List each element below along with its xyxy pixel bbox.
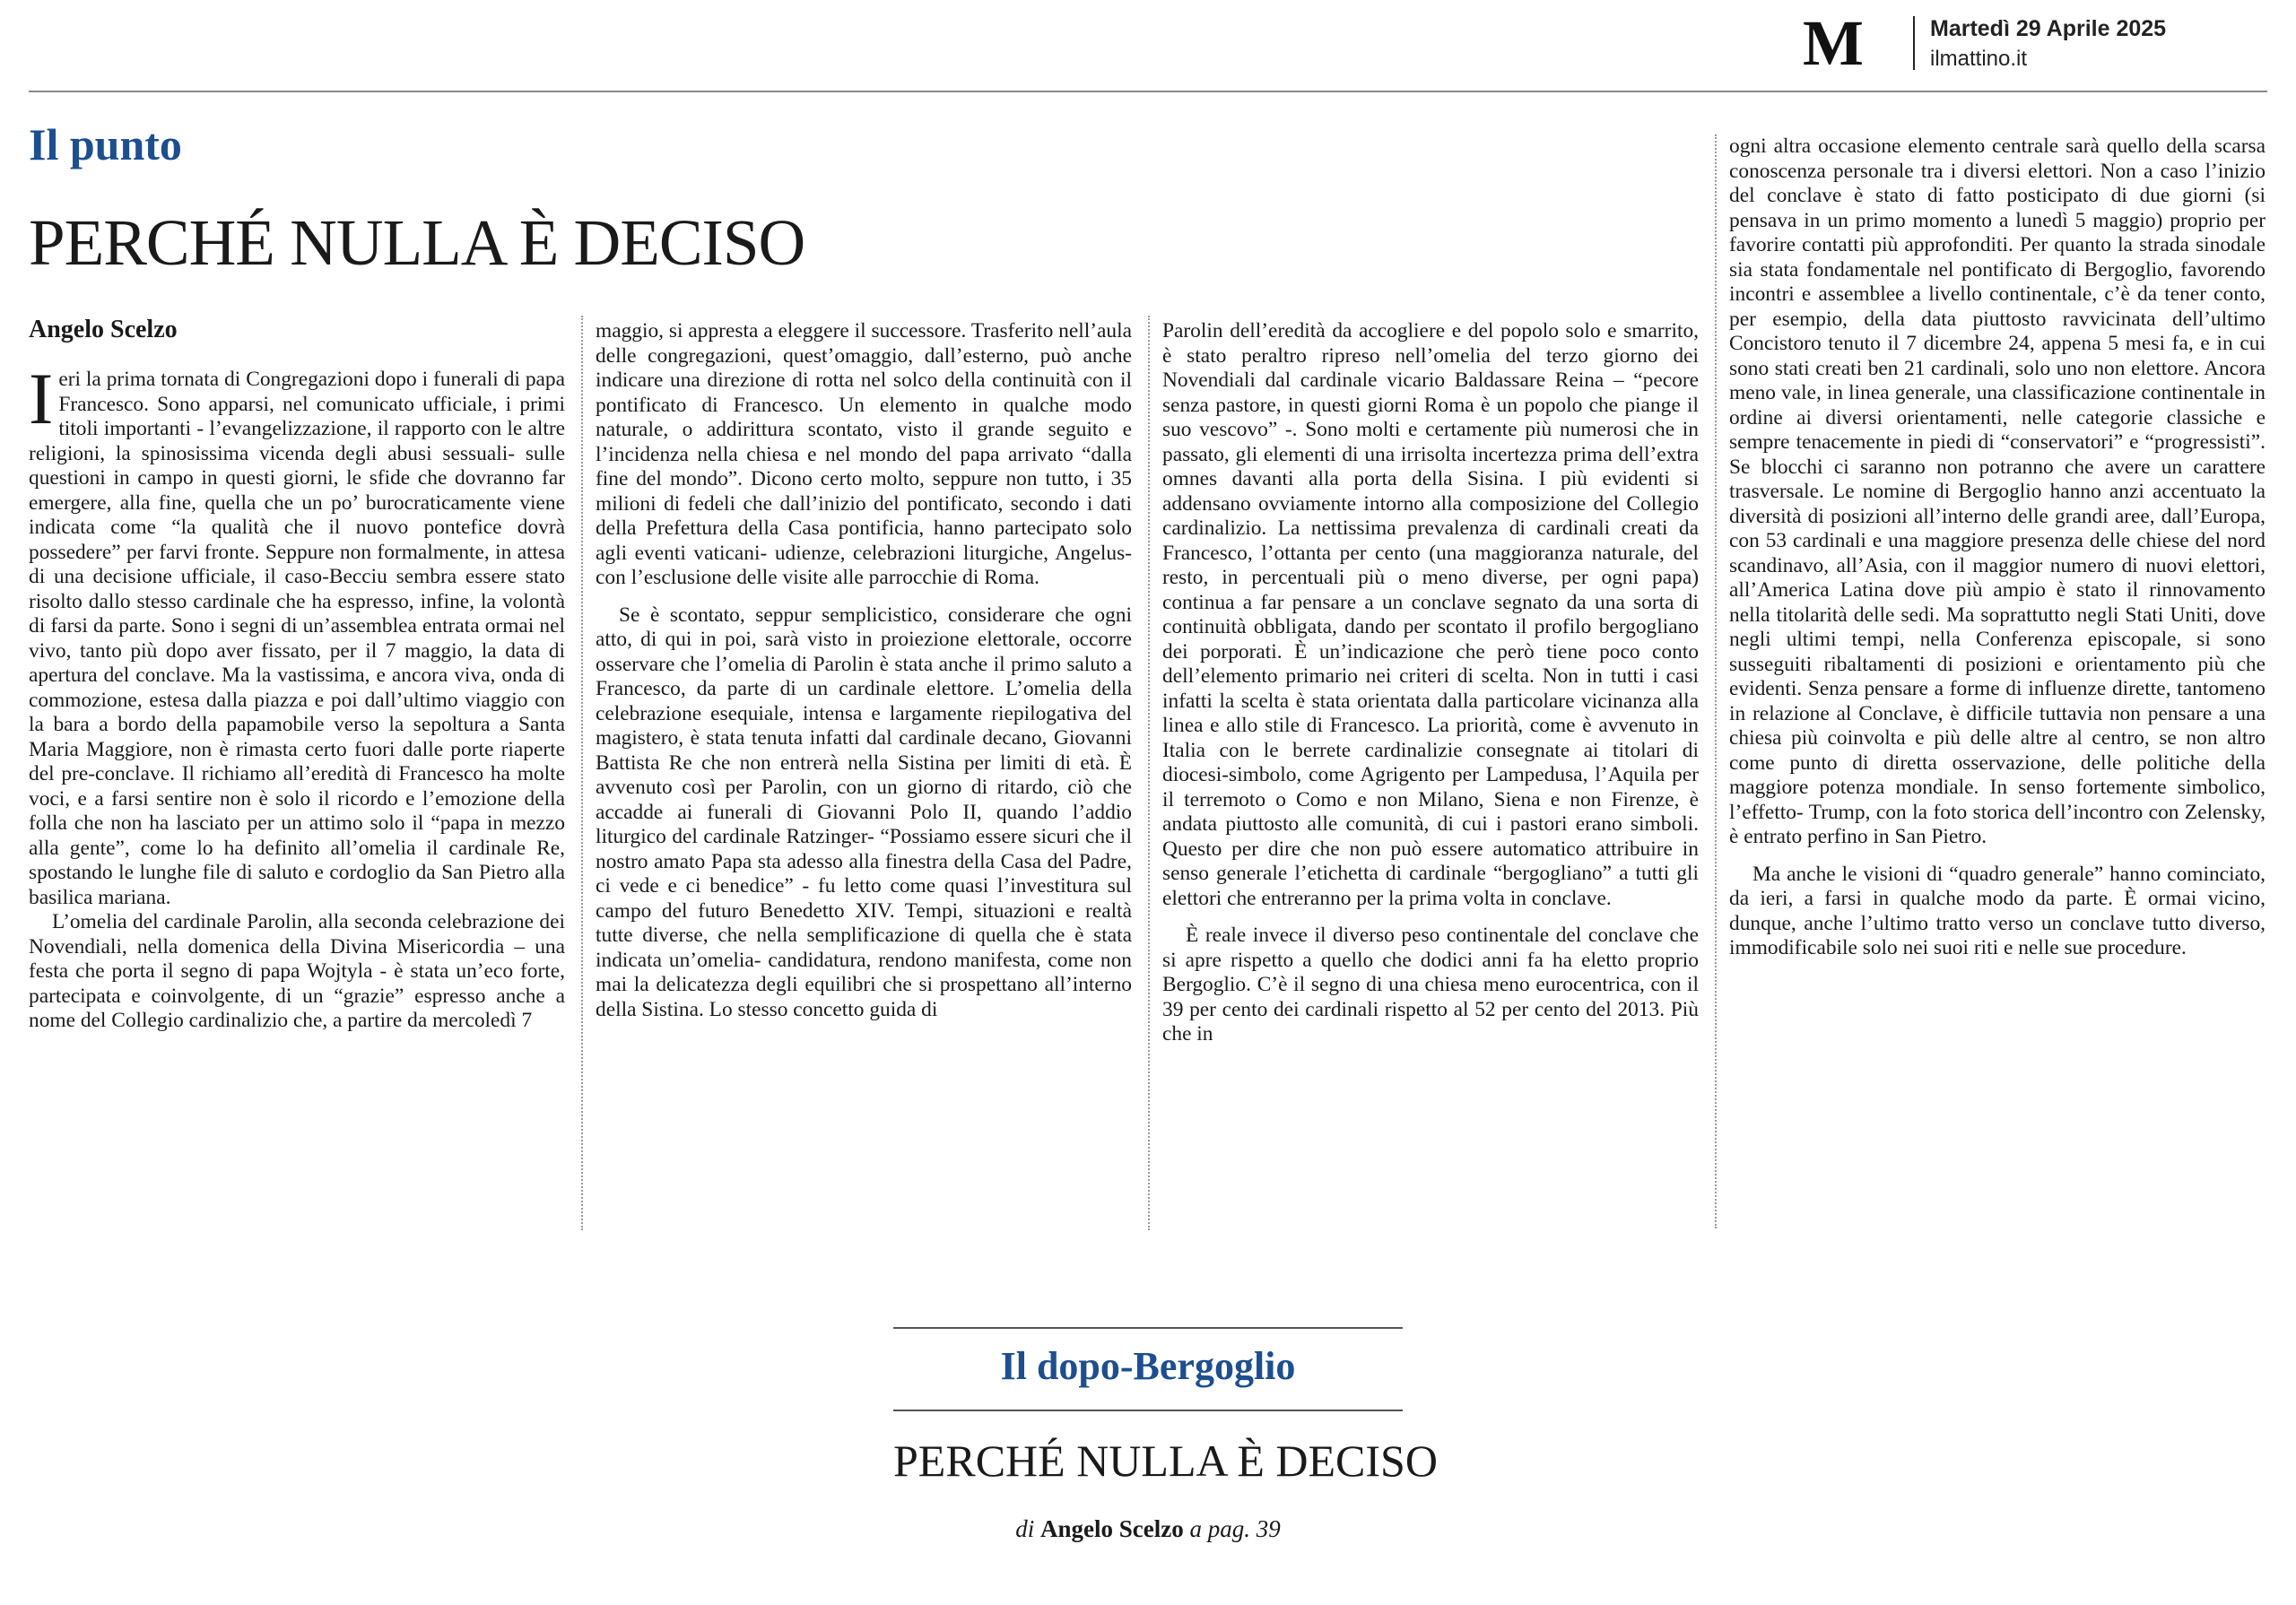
teaser-kicker: Il dopo-Bergoglio (1000, 1344, 1296, 1388)
column-divider (1715, 134, 1717, 1228)
paragraph: Parolin dell’eredità da accogliere e del popolo solo e smarrito, è stato peraltro ripreso nell’omelia del terzo giorno dei Novendiali dal cardinale vicario Baldassare Reina – “pecore senza pastore, in questi giorni Roma è un popolo che piange il suo vescovo” -. Sono molti e certamente più numerosi che in passato, gli elementi di una irrisolta incertezza prima dell’extra omnes davanti alla porta della Sisina. I più evidenti si addensano ovviamente intorno alla composizione del Collegio cardinalizio. La nettissima prevalenza di cardinali creati da Francesco, l’ottanta per cento (una maggioranza naturale, del resto, in percentuali più o meno diverse, per ogni papa) continua a far pensare a un conclave segnato da una sorta di continuità obbligata, dando per scontato il profilo bergogliano dei porporati. È un’indicazione che però tiene poco conto dell’elemento primario nei criteri di scelta. Non in tutti i casi infatti la scelta è stata orientata dalla particolare vicinanza alla linea e allo stile di Francesco. La priorità, come è avvenuto in Italia con le berrete cardinalizie consegnate ai titolari di diocesi-simbolo, come Agrigento per Lampedusa, l’Aquila per il terremoto o Como e non Milano, Siena e non Firenze, è andata piuttosto alle comunità, di cui i pastori erano simboli. Questo per dire che non può essere automatico attribuire in senso generale l’etichetta di cardinale “bergogliano” a tutti gli elettori che entreranno per la prima volta in conclave. (1162, 319, 1699, 910)
article-column-4 (1729, 134, 2266, 1237)
newspaper-logo: M (1803, 7, 1862, 79)
teaser-title: PERCHÉ NULLA È DECISO (893, 1436, 1438, 1486)
website-url: ilmattino.it (1930, 47, 2028, 71)
top-rule (29, 91, 2267, 92)
paragraph: maggio, si appresta a eleggere il successore. Trasferito nell’aula delle congregazioni, quest’omaggio, dall’esterno, può anche indicare una direzione di rotta nel solco della continuità con il pontificato di Francesco. Un elemento in qualche modo naturale, o addirittura scontato, visto il grande seguito e l’incidenza nella chiesa e nel mondo del papa arrivato “dalla fine del mondo”. Dicono certo molto, seppure non tutto, i 35 milioni di fedeli che dall’inizio del pontificato, secondo i dati della Prefettura della Casa pontificia, hanno partecipato solo agli eventi vaticani- udienze, celebrazioni liturgiche, Angelus- con l’esclusione delle visite alle parrocchie di Roma. (596, 319, 1132, 589)
paragraph (29, 358, 565, 910)
paragraph: L’omelia del cardinale Parolin, alla seconda celebrazione dei Novendiali, nella domenica della Divina Misericordia – una festa che porta il segno di papa Wojtyla - è stata un’eco forte, partecipata e coinvolgente, di un “grazie” espresso anche a nome del Collegio cardinalizio che, a partire da mercoledì 7 (29, 910, 565, 1032)
article-column-2 (596, 319, 1132, 1237)
paragraph: Ma anche le visioni di “quadro generale” hanno cominciato, da ieri, a farsi in qualche modo da parte. È ormai vicino, dunque, anche l’ultimo tratto verso un conclave tutto diverso, immodificabile solo nei suoi riti e nelle sue procedure. (1729, 862, 2266, 959)
paragraph: ogni altra occasione elemento centrale sarà quello della scarsa conoscenza personale tra i diversi elettori. Non a caso l’inizio del conclave è stato di fatto posticipato di due giorni (si pensava in un primo momento a lunedì 5 maggio) proprio per favorire contatti più approfonditi. Per quanto la strada sinodale sia stata fondamentale nel pontificato di Bergoglio, favorendo incontri e assemblee a livello continentale, c’è da tener conto, per esempio, della data piuttosto ravvicinata dell’ultimo Concistoro tenuto il 7 dicembre 24, appena 5 mesi fa, e in cui sono stati creati ben 21 cardinali, solo uno non elettore. Ancora meno vale, in linea generale, una classificazione continentale in ordine ai diversi orientamenti, nelle categorie classiche e sempre tenacemente in piedi di “conservatori” e “progressisti”. Se blocchi ci saranno non potranno che avere un carattere trasversale. Le nomine di Bergoglio hanno anzi accentuato la diversità di posizioni all’interno delle grandi aree, dall’Europa, con 53 cardinali e una maggiore presenza delle chiese del nord scandinavo, all’Asia, con il maggior numero di nuovi elettori, all’America Latina dove più ampio è stato il rinnovamento nella titolarità delle sedi. Ma soprattutto negli Stati Uniti, dove negli ultimi tempi, nella Conferenza episcopale, si sono susseguiti ribaltamenti di posizioni e orientamento più che evidenti. Senza pensare a forme di influenze dirette, tantomeno in relazione al Conclave, è difficile tuttavia non pensare a una chiesa più coinvolta e più delle altre al centro, se non altro come punto di diretta osservazione, delle politiche della maggiore potenza mondiale. In senso fortemente simbolico, l’effetto- Trump, con la foto storica dell’incontro con Zelensky, è entrato perfino in San Pietro. (1729, 134, 2266, 848)
column-divider (1148, 316, 1150, 1230)
teaser-ref-page: a pag. 39 (1189, 1515, 1281, 1542)
paragraph-text: eri la prima tornata di Congregazioni dopo i funerali di papa Francesco. Sono apparsi, nel comunicato ufficiale, i primi titoli importanti - l’evangelizzazione, il rapporto con le altre religioni, la spinosissima vicenda degli abusi sessuali- sulle questioni in campo in questi giorni, le sfide che dovranno far emergere, alla fine, quella che un po’ burocraticamente viene indicata come “la qualità che il nuovo pontefice dovrà possedere” per farvi fronte. Seppure non formalmente, in attesa di una decisione ufficiale, il caso-Becciu sembra essere stato risolto dallo stesso cardinale che ha espresso, infine, la volontà di farsi da parte. Sono i segni di un’assemblea entrata ormai nel vivo, tanto più dopo aver fissato, per il 7 maggio, la data di apertura del conclave. Ma la vastissima, e ancora viva, onda di commozione, estesa dalla piazza e poi dall’ultimo viaggio con la bara a bordo della papamobile verso la sepoltura a Santa Maria Maggiore, non è rimasta certo fuori dalle porte riaperte del pre-conclave. Il richiamo all’eredità di Francesco ha molte voci, e a farsi sentire non è solo il ricordo e l’emozione della folla che non ha lasciato per un attimo solo il “papa in mezzo alla gente”, come lo ha definito all’omelia il cardinale Re, spostando le lunghe file di saluto e cordoglio da San Pietro alla basilica mariana. (29, 368, 565, 909)
paragraph: È reale invece il diverso peso continentale del conclave che si apre rispetto a quello che dodici anni fa ha eletto proprio Bergoglio. C’è il segno di una chiesa meno eurocentrica, con il 39 per cento dei cardinali rispetto al 52 per cento del 2013. Più che in (1162, 924, 1699, 1045)
teaser-ref-author: Angelo Scelzo (1040, 1515, 1184, 1542)
article-headline: PERCHÉ NULLA È DECISO (29, 206, 805, 279)
front-page-teaser (893, 1327, 1438, 1560)
teaser-rule-top (893, 1327, 1403, 1329)
masthead (1803, 7, 2269, 79)
teaser-rule-middle (893, 1410, 1403, 1411)
masthead-divider (1913, 16, 1915, 70)
article-column-1 (29, 358, 565, 1237)
dropcap: I (29, 358, 54, 439)
article-byline: Angelo Scelzo (29, 316, 178, 343)
teaser-ref-prefix: di (1015, 1515, 1035, 1542)
teaser-page-reference (893, 1515, 1403, 1543)
issue-date: Martedì 29 Aprile 2025 (1930, 16, 2167, 41)
article-kicker: Il punto (29, 119, 182, 169)
paragraph: Se è scontato, seppur semplicistico, considerare che ogni atto, di qui in poi, sarà visto in proiezione elettorale, occorre osservare che l’omelia di Parolin è stata anche il primo saluto a Francesco, da parte di un cardinale elettore. L’omelia della celebrazione esequiale, intensa e largamente riepilogativa del magistero, è stata tenuta infatti dal cardinale decano, Giovanni Battista Re che non entrerà nella Sistina per limiti di età. È avvenuto così per Parolin, con un giorno di ritardo, ciò che accadde ai funerali di Giovanni Polo II, quando l’addio liturgico del cardinale Ratzinger- “Possiamo essere sicuri che il nostro amato Papa sta adesso alla finestra della Casa del Padre, ci vede e ci benedice” - fu letto come quasi l’investitura sul campo del futuro Benedetto XIV. Tempi, situazioni e realtà tutte diverse, che nella semplificazione di quella che è stata indicata un’omelia- candidatura, rendono manifesta, come non mai la delicatezza degli equilibri che si prospettano all’interno della Sistina. Lo stesso concetto guida di (596, 603, 1132, 1021)
article-column-3 (1162, 319, 1699, 1237)
column-divider (581, 316, 583, 1230)
